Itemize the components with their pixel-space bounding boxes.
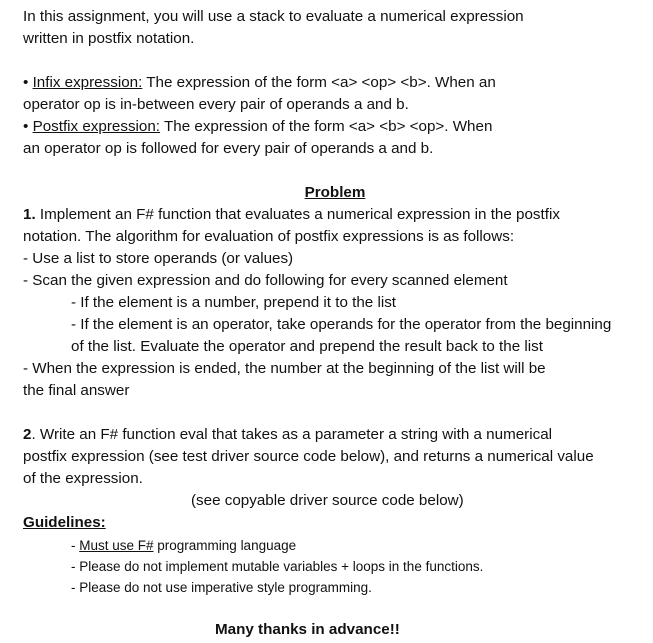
intro-line-1: In this assignment, you will use a stack to evaluate a numerical expression — [23, 8, 524, 25]
q1-line-2: notation. The algorithm for evaluation of postfix expressions is as follows: — [23, 228, 515, 245]
q1-substep-1: - If the element is a number, prepend it to the list — [71, 294, 397, 311]
bullet: • — [23, 118, 29, 135]
guideline-2: - Please do not implement mutable variables + loops in the functions. — [71, 559, 484, 574]
q2-line-2: postfix expression (see test driver source code below), and returns a numerical value — [23, 448, 594, 465]
guideline-1-prefix: - — [71, 538, 80, 553]
guideline-3: - Please do not use imperative style programming. — [71, 580, 372, 595]
q1-step-1: - Use a list to store operands (or values) — [23, 250, 294, 267]
guideline-1 — [71, 535, 296, 557]
q2-line-1 — [23, 424, 552, 446]
q1-step-3: - When the expression is ended, the number at the beginning of the list will be — [23, 360, 546, 377]
closing-text: Many thanks in advance!! — [215, 621, 400, 638]
postfix-text: The expression of the form <a> <b> <op>. When — [160, 118, 493, 135]
problem-heading: Problem — [304, 184, 366, 201]
infix-definition — [23, 72, 496, 94]
q1-substep-2-cont: of the list. Evaluate the operator and prepend the result back to the list — [71, 338, 543, 355]
postfix-term: Postfix expression: — [32, 118, 161, 135]
q1-step-2: - Scan the given expression and do following for every scanned element — [23, 272, 508, 289]
intro-line-2: written in postfix notation. — [23, 30, 195, 47]
q1-number: 1. — [23, 206, 36, 223]
guideline-1-underlined: Must use F# — [79, 538, 154, 553]
q1-step-3-cont: the final answer — [23, 382, 130, 399]
guideline-1-rest: programming language — [153, 538, 297, 553]
postfix-definition-line-2: an operator op is followed for every pair of operands a and b. — [23, 140, 434, 157]
bullet: • — [23, 74, 29, 91]
q2-number: 2 — [23, 426, 32, 443]
q2-text: . Write an F# function eval that takes as a parameter a string with a numerical — [31, 426, 553, 443]
infix-definition-line-2: operator op is in-between every pair of operands a and b. — [23, 96, 409, 113]
driver-note: (see copyable driver source code below) — [191, 492, 464, 509]
q2-line-3: of the expression. — [23, 470, 143, 487]
q1-text: Implement an F# function that evaluates a numerical expression in the postfix — [35, 206, 560, 223]
infix-text: The expression of the form <a> <op> <b>. When an — [142, 74, 496, 91]
guidelines-heading: Guidelines: — [23, 514, 106, 531]
q1-line-1 — [23, 204, 560, 226]
q1-substep-2: - If the element is an operator, take operands for the operator from the beginning — [71, 316, 612, 333]
postfix-definition — [23, 116, 492, 138]
infix-term: Infix expression: — [32, 74, 143, 91]
